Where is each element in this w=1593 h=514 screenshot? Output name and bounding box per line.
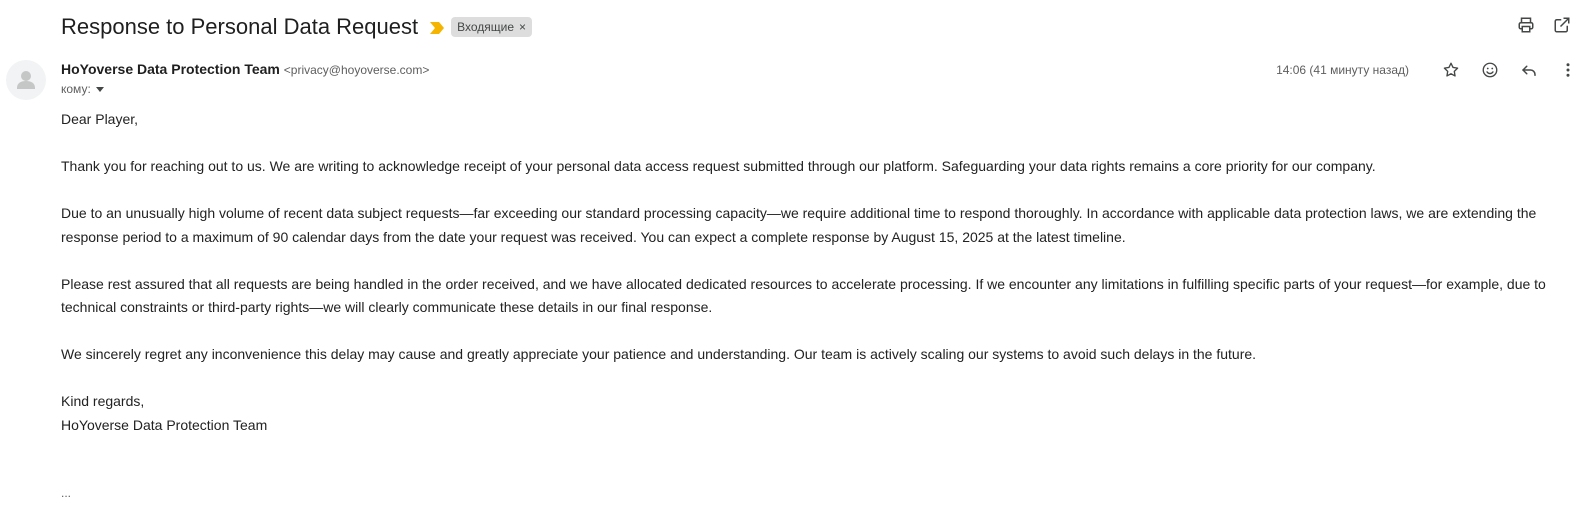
remove-label-button[interactable]: × (519, 20, 527, 34)
sender-avatar[interactable] (6, 60, 46, 100)
print-all-button[interactable] (1515, 14, 1537, 36)
reply-button[interactable] (1518, 59, 1540, 81)
more-options-button[interactable] (1557, 59, 1579, 81)
subject-row (61, 12, 532, 42)
body-paragraph-2: Due to an unusually high volume of recent data subject requests—far exceeding our standard processing capacity—we require additional time to respond thoroughly. In accordance with applicable data protection laws, we are extending the response period to a maximum of 90 calendar days from the date your request was received. You can expect a complete response by August 15, 2025 at the latest timeline. (61, 205, 1537, 245)
email-subject: Response to Personal Data Request (61, 14, 419, 39)
sender-line (61, 61, 429, 77)
message-body (61, 108, 1561, 437)
person-avatar-icon (6, 60, 46, 100)
to-label: кому: (61, 82, 91, 96)
body-paragraph-3: Please rest assured that all requests are being handled in the order received, and we have allocated dedicated resources to accelerate processing. If we encounter any limitations in fulfilling specific parts of your request—for example, due to technical constraints or third-party rights—we will clearly communicate these details in our final response. (61, 275, 1546, 315)
chevron-down-icon (96, 87, 104, 92)
open-in-new-window-button[interactable] (1551, 14, 1573, 36)
body-signature: HoYoverse Data Protection Team (61, 416, 268, 433)
star-button[interactable] (1440, 59, 1462, 81)
sender-email: <privacy@hoyoverse.com> (283, 63, 430, 77)
inbox-label-chip[interactable] (451, 17, 532, 37)
reply-icon (1520, 61, 1538, 79)
body-paragraph-1: Thank you for reaching out to us. We are writing to acknowledge receipt of your personal data access request submitted through our platform. Safeguarding your data rights remains a core priority for our company. (61, 158, 1376, 174)
emoji-reaction-button[interactable] (1479, 59, 1501, 81)
importance-marker-icon[interactable] (430, 21, 444, 33)
open-in-new-window-icon (1553, 16, 1571, 34)
body-paragraph-4: We sincerely regret any inconvenience this delay may cause and greatly appreciate your patience and understanding. Our team is actively scaling our systems to avoid such delays in the future. (61, 346, 1257, 362)
body-greeting: Dear Player, (61, 111, 139, 127)
message-meta (1276, 59, 1579, 81)
recipient-details-toggle[interactable] (61, 82, 104, 96)
thread-actions (1515, 14, 1573, 36)
print-icon (1517, 16, 1535, 34)
sender-name[interactable]: HoYoverse Data Protection Team (61, 61, 280, 77)
label-chip-text: Входящие (457, 20, 515, 34)
star-icon (1442, 61, 1460, 79)
body-closing: Kind regards, (61, 393, 145, 409)
show-trimmed-content-button[interactable]: ... (61, 486, 72, 500)
emoji-reaction-icon (1481, 61, 1499, 79)
message-timestamp: 14:06 (41 минуту назад) (1276, 63, 1409, 77)
more-vertical-icon (1559, 61, 1577, 79)
